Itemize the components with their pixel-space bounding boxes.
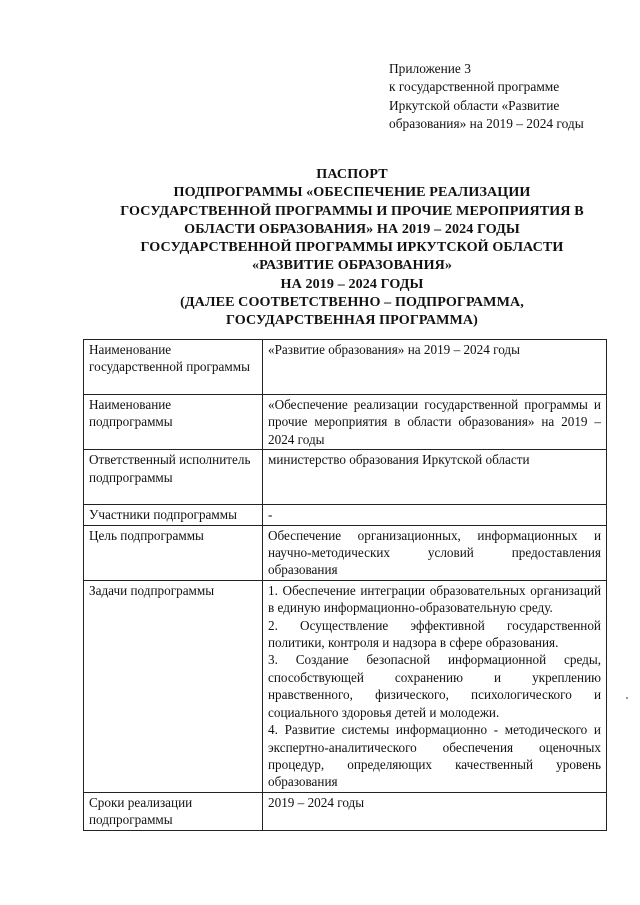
title-line: ОБЛАСТИ ОБРАЗОВАНИЯ» НА 2019 – 2024 ГОДЫ <box>184 220 520 237</box>
row-label: Наименование подпрограммы <box>84 395 263 450</box>
title-line: ПАСПОРТ <box>316 166 388 182</box>
scan-speck <box>626 697 628 699</box>
row-label: Участники подпрограммы <box>84 505 263 525</box>
table-row <box>84 395 607 450</box>
task-item: 3. Создание безопасной информационной среды, способствующей сохранению и укреплению нравственного, физического, психологического и социального здоровья детей и молодежи. <box>268 652 601 720</box>
title-line: ГОСУДАРСТВЕННОЙ ПРОГРАММЫ И ПРОЧИЕ МЕРОПРИЯТИЯ В <box>120 202 584 219</box>
title-line: ПОДПРОГРАММЫ «ОБЕСПЕЧЕНИЕ РЕАЛИЗАЦИИ <box>173 184 531 201</box>
row-label: Ответственный исполнитель подпрограммы <box>84 450 263 505</box>
row-value: «Развитие образования» на 2019 – 2024 годы <box>263 340 607 395</box>
task-item: 1. Обеспечение интеграции образовательных организаций в единую информационно-образовательную среду. <box>268 582 601 616</box>
row-value: 2019 – 2024 годы <box>263 792 607 830</box>
appendix-line: Приложение 3 <box>389 61 471 76</box>
table-row <box>84 580 607 792</box>
passport-table <box>83 339 607 831</box>
title-line: НА 2019 – 2024 ГОДЫ <box>280 275 424 292</box>
task-item: 4. Развитие системы информационно - методического и экспертно-аналитического обеспечения оценочных процедур, определяющих качественный уровень образования <box>268 722 601 790</box>
row-value: «Обеспечение реализации государственной программы и прочие мероприятия в области образования» на 2019 – 2024 годы <box>263 395 607 450</box>
title-line: ГОСУДАРСТВЕННАЯ ПРОГРАММА) <box>226 312 478 329</box>
row-value: Обеспечение организационных, информационных и научно-методических условий предоставления образования <box>263 525 607 580</box>
row-label: Наименование государственной программы <box>84 340 263 395</box>
table-row <box>84 505 607 525</box>
title-line: ГОСУДАРСТВЕННОЙ ПРОГРАММЫ ИРКУТСКОЙ ОБЛАСТИ <box>140 239 564 256</box>
row-value: - <box>263 505 607 525</box>
table-row <box>84 340 607 395</box>
row-label: Задачи подпрограммы <box>84 580 263 792</box>
title-line: (ДАЛЕЕ СООТВЕТСТВЕННО – ПОДПРОГРАММА, <box>180 294 524 311</box>
title-line: «РАЗВИТИЕ ОБРАЗОВАНИЯ» <box>251 257 453 274</box>
task-item: 2. Осуществление эффективной государственной политики, контроля и надзора в сфере образования. <box>268 617 601 651</box>
row-value: министерство образования Иркутской области <box>263 450 607 505</box>
appendix-note <box>389 60 629 134</box>
table-row <box>84 792 607 830</box>
appendix-line: к государственной программе <box>389 79 560 95</box>
row-label: Сроки реализации подпрограммы <box>84 792 263 830</box>
table-row <box>84 450 607 505</box>
appendix-line: Иркутской области «Развитие <box>389 97 560 113</box>
table-row <box>84 525 607 580</box>
row-label: Цель подпрограммы <box>84 525 263 580</box>
appendix-line: образования» на 2019 – 2024 годы <box>389 116 584 132</box>
task-list <box>263 580 607 792</box>
document-title <box>60 165 640 330</box>
